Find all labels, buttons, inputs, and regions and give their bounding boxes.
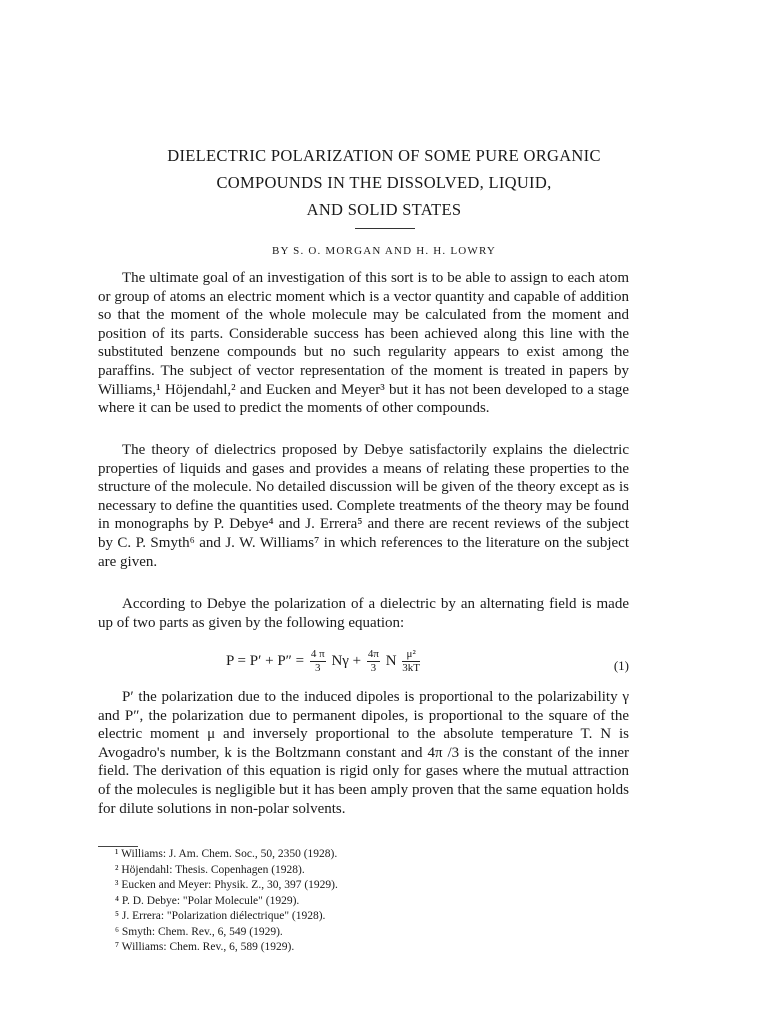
- footnote-1: ¹ Williams: J. Am. Chem. Soc., 50, 2350 (1928).: [115, 848, 338, 860]
- footnotes: [115, 847, 338, 956]
- fraction-numerator: 4π: [367, 648, 379, 660]
- footnote-4: ⁴ P. D. Debye: "Polar Molecule" (1929).: [115, 894, 300, 907]
- paragraph-1: [98, 269, 629, 418]
- title-line-2: COMPOUNDS IN THE DISSOLVED, LIQUID,: [216, 173, 552, 192]
- fraction-denominator: 3kT: [402, 662, 421, 674]
- fraction-4pi-over-3-b: [367, 648, 380, 675]
- title-divider: [355, 228, 415, 229]
- equation-lhs: P = P′ + P″ =: [226, 652, 305, 669]
- footnote-2: ² Höjendahl: Thesis. Copenhagen (1928).: [115, 863, 305, 876]
- paragraph-3: [98, 595, 629, 632]
- fraction-4pi-over-3-a: [310, 648, 326, 675]
- paragraph-1-text: The ultimate goal of an investigation of this sort is to be able to assign to each atom or group of atoms an electric moment which is a vector quantity and capable of addition so that the moment of the whole molecule may be calculated from the moment and position of its parts. Considerable success has been achieved along this line with the substituted benzene compounds but no such regularity appears to exist among the paraffins. The subject of vector representation of the moment is treated in papers by Williams,¹ Höjendahl,² and Eucken and Meyer³ but it has not been developed to a stage where it can be used to predict the moments of other compounds.: [98, 270, 629, 417]
- equation-term-1: Nγ +: [331, 652, 362, 669]
- paragraph-4: [98, 688, 629, 818]
- equation-term-2: N: [385, 652, 397, 669]
- equation-number: (1): [613, 658, 629, 673]
- fraction-mu2-over-3kT: [402, 648, 420, 675]
- fraction-numerator: μ²: [402, 648, 420, 662]
- footnote-7: ⁷ Williams: Chem. Rev., 6, 589 (1929).: [115, 941, 295, 953]
- title-line-1: DIELECTRIC POLARIZATION OF SOME PURE ORGANIC: [167, 146, 601, 165]
- fraction-denominator: 3: [370, 662, 377, 674]
- author-byline: BY S. O. MORGAN AND H. H. LOWRY: [271, 245, 497, 257]
- debye-equation: [98, 646, 629, 690]
- fraction-numerator: 4 π: [310, 648, 325, 660]
- paragraph-3-text: According to Debye the polarization of a dielectric by an alternating field is made up of two parts as given by the following equation:: [98, 596, 629, 631]
- title-line-3: AND SOLID STATES: [306, 200, 462, 219]
- paragraph-4-text: P′ the polarization due to the induced dipoles is proportional to the polarizability γ and P″, the polarization due to permanent dipoles, is proportional to the square of the electric moment μ and inversely proportional to the absolute temperature T. N is Avogadro's number, k is the Boltzmann constant and 4π /3 is the constant of the inner field. The derivation of this equation is rigid only for gases where the mutual attraction of the molecules is negligible but it has been amply proven that the same equation holds for dilute solutions in non-polar solvents.: [98, 689, 629, 817]
- fraction-denominator: 3: [315, 662, 321, 674]
- footnote-5: ⁵ J. Errera: "Polarization diélectrique" (1928).: [115, 910, 326, 922]
- footnote-6: ⁶ Smyth: Chem. Rev., 6, 549 (1929).: [115, 925, 283, 938]
- paper-title: [0, 142, 768, 223]
- footnote-3: ³ Eucken and Meyer: Physik. Z., 30, 397 (1929).: [115, 879, 338, 891]
- equation-body: [226, 648, 422, 675]
- paragraph-2: [98, 441, 629, 571]
- paragraph-2-text: The theory of dielectrics proposed by Debye satisfactorily explains the dielectric properties of liquids and gases and provides a means of relating these properties to the structure of the molecule. No detailed discussion will be given of the theory except as is necessary to define the quantities used. Complete treatments of the theory may be found in monographs by P. Debye⁴ and J. Errera⁵ and there are recent reviews of the subject by C. P. Smyth⁶ and J. W. Williams⁷ in which references to the literature on the subject are given.: [98, 442, 629, 570]
